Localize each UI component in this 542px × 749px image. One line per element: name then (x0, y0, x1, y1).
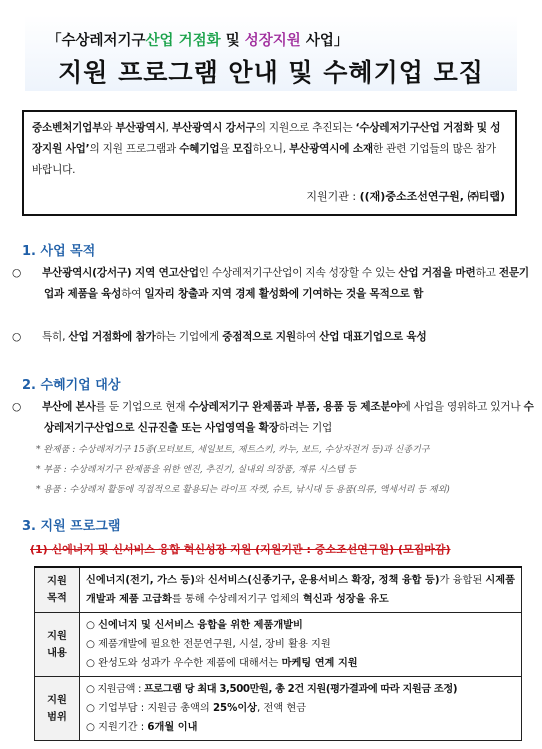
section-heading-purpose: 1. 사업 목적 (22, 244, 96, 259)
note-supplies: * 용품 : 수상레저 활동에 직접적으로 활용되는 라이프 자켓, 슈트, 낚시대 등 용품(의류, 액세서리 등 제외) (36, 485, 450, 495)
notice-box (22, 110, 517, 216)
title-banner (25, 15, 517, 91)
row-label-scope: 지원 범위 (35, 677, 80, 741)
program-table (34, 566, 522, 741)
subtitle-part: 「수상레저기구 (47, 33, 146, 49)
table-row (35, 677, 522, 741)
content-cell (80, 613, 522, 677)
table-row (35, 567, 522, 613)
subtitle-highlight: 산업 거점화 (145, 33, 221, 49)
note-parts: * 부품 : 수상레저기구 완제품을 위한 엔진, 추진기, 실내외 의장품, 계류 시스템 등 (36, 465, 356, 475)
program-subheading-closed: (1) 신에너지 및 신서비스 융합 혁신성장 지원 (지원기관 : 중소조선연구원) (모집마감) (30, 543, 451, 556)
list-item: ○ 제품개발에 필요한 전문연구원, 시설, 장비 활용 지원 (86, 639, 331, 650)
list-item: ○ 지원금액 : 프로그램 당 최대 3,500만원, 총 2건 지원(평가결과에 따라 지원금 조정) (86, 684, 458, 695)
notice-text: 중소벤처기업부와 부산광역시, 부산광역시 강서구의 지원으로 추진되는 ‘수상레저기구산업 거점화 및 성장지원 사업’의 지원 프로그램과 수혜기업을 모집하오니, 부산광역시에 소재한 관련 기업들의 많은 참가 바랍니다. (32, 122, 501, 176)
list-item: ○ 기업부담 : 지원금 총액의 25%이상, 전액 현금 (86, 703, 307, 714)
agency-label: 지원기관 : (306, 190, 360, 203)
section-heading-program: 3. 지원 프로그램 (22, 519, 121, 534)
scope-cell (80, 677, 522, 741)
purpose-bullet-2: ○ 특히, 산업 거점화에 참가하는 기업에게 중점적으로 지원하여 산업 대표기업으로 육성 (12, 331, 427, 343)
agency-name: ((재)중소조선연구원, ㈜티랩) (359, 190, 505, 203)
note-finished-products: * 완제품 : 수상레저기구 15종(모터보트, 세일보트, 제트스키, 카누, 보드, 수상자전거 등)과 신종기구 (36, 445, 430, 455)
list-item: ○ 완성도와 성과가 우수한 제품에 대해서는 마케팅 연계 지원 (86, 658, 358, 669)
row-label-content: 지원 내용 (35, 613, 80, 677)
subtitle-part: 사업」 (300, 33, 349, 49)
purpose-cell: 신에너지(전기, 가스 등)와 신서비스(신종기구, 운용서비스 확장, 정책 융합 등)가 융합된 시제품 개발과 제품 고급화를 통해 수상레저기구 업체의 혁신과 성장을 유도 (80, 567, 522, 613)
subtitle-part: 및 (220, 33, 245, 49)
subtitle-highlight: 성장지원 (244, 33, 301, 49)
title-subtitle (47, 29, 348, 50)
list-item: ○ 지원기간 : 6개월 이내 (86, 722, 198, 733)
page-title: 지원 프로그램 안내 및 수혜기업 모집 (58, 58, 484, 87)
agency-line (306, 188, 505, 204)
table-row (35, 613, 522, 677)
list-item: ○ 신에너지 및 신서비스 융합을 위한 제품개발비 (86, 620, 303, 631)
row-label-purpose: 지원 목적 (35, 567, 80, 613)
eligibility-bullet: ○ 부산에 본사를 둔 기업으로 현재 수상레저기구 완제품과 부품, 용품 등 제조분야에 사업을 영위하고 있거나 수상레저기구산업으로 신규진출 또는 사업영역을 확장하려는 기업 (12, 401, 534, 434)
section-heading-eligibility: 2. 수혜기업 대상 (22, 378, 121, 393)
purpose-bullet-1: ○ 부산광역시(강서구) 지역 연고산업인 수상레저기구산업이 지속 성장할 수 있는 산업 거점을 마련하고 전문기업과 제품을 육성하여 일자리 창출과 지역 경제 활성화에 기여하는 것을 목적으로 함 (12, 267, 529, 300)
